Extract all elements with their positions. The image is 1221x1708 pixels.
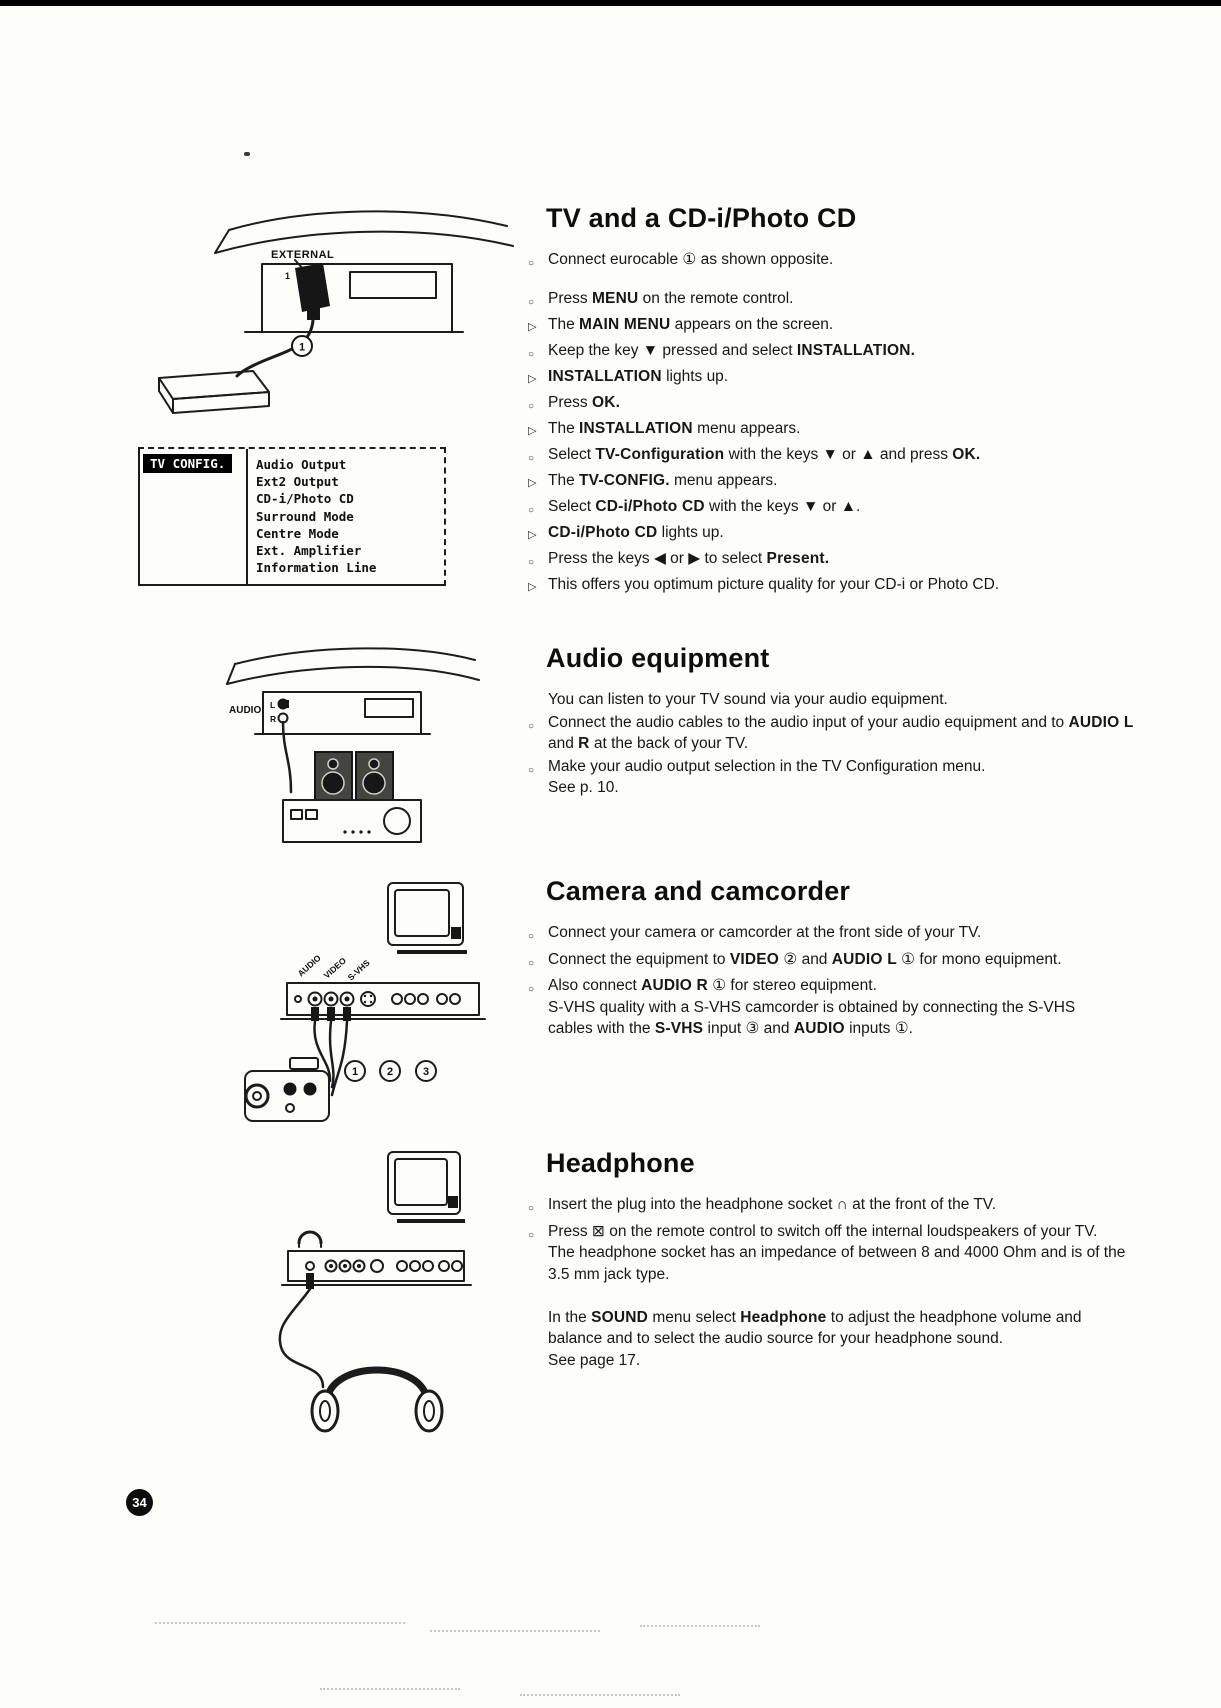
instruction-row — [528, 392, 1148, 418]
step-marker: ○ — [528, 258, 535, 269]
result-marker: ▷ — [528, 477, 537, 489]
instruction-row — [528, 1194, 1133, 1220]
page-number-badge: 34 — [126, 1489, 153, 1516]
instruction-text: The INSTALLATION menu appears. — [548, 420, 801, 437]
tv-scart-illustration — [145, 198, 517, 443]
section-title: Camera and camcorder — [546, 876, 851, 906]
step-marker: ○ — [528, 984, 535, 995]
step-marker: ○ — [528, 296, 535, 308]
menu-divider — [246, 449, 248, 584]
result-marker: ▷ — [528, 581, 537, 593]
number-3: 3 — [422, 1066, 430, 1078]
instruction-text: Select TV-Configuration with the keys ▼ or ▲ and press OK. — [548, 445, 981, 463]
menu-item: Surround Mode — [256, 508, 354, 524]
step-marker: ○ — [528, 556, 535, 568]
menu-item: CD-i/Photo CD — [256, 491, 354, 507]
menu-item: Ext. Amplifier — [256, 543, 362, 559]
audio-equipment-illustration — [225, 640, 487, 855]
section-tv-cdi — [528, 203, 1148, 600]
tv-front-outline — [388, 1152, 465, 1221]
result-marker: ▷ — [528, 425, 537, 437]
step-marker: ○ — [528, 400, 535, 412]
menu-title: TV CONFIG. — [143, 454, 232, 473]
menu-item-list — [256, 456, 376, 576]
tv-config-menu — [138, 447, 446, 586]
instruction-text: Make your audio output selection in the TV Configuration menu. See p. 10. — [548, 757, 986, 796]
left-channel-label: L — [270, 700, 276, 710]
step-marker: ○ — [528, 931, 535, 942]
instruction-text: Insert the plug into the headphone socket ∩ at the front of the TV. — [548, 1196, 997, 1213]
audio-cable — [283, 722, 291, 792]
step-marker: ○ — [528, 1203, 535, 1214]
instruction-list — [528, 1194, 1133, 1371]
instruction-text: This offers you optimum picture quality for your CD-i or Photo CD. — [548, 576, 1000, 593]
speakers — [315, 752, 393, 800]
audio-plug — [279, 700, 289, 708]
step-marker: ○ — [528, 764, 535, 776]
result-marker: ▷ — [528, 321, 537, 333]
external-label: EXTERNAL — [271, 249, 335, 261]
instruction-text: Connect eurocable ① as shown opposite. — [548, 251, 834, 268]
instruction-text: Connect the audio cables to the audio input of your audio equipment and to AUDIO L and R at the back of your TV. — [548, 713, 1134, 752]
section-camera — [528, 876, 1083, 1041]
cable-number: 1 — [298, 341, 306, 354]
instruction-row — [528, 366, 1148, 391]
no-marker — [528, 689, 548, 711]
instruction-row — [528, 249, 1148, 275]
section-headphone — [528, 1148, 1133, 1372]
headphone-socket-icon — [299, 1232, 321, 1243]
right-channel-label: R — [270, 714, 277, 724]
scart-cable-boot — [307, 306, 320, 320]
headphone-plug — [306, 1273, 314, 1289]
instruction-text: CD-i/Photo CD lights up. — [548, 524, 724, 541]
scan-artifact — [520, 1694, 680, 1696]
headphone-cable — [280, 1289, 323, 1387]
audio-label: AUDIO — [295, 952, 323, 979]
plugs-and-cables — [311, 1007, 351, 1095]
number-2: 2 — [386, 1066, 394, 1078]
video-label: VIDEO — [321, 955, 348, 981]
instruction-row — [528, 314, 1148, 339]
instruction-text: INSTALLATION lights up. — [548, 368, 729, 385]
instruction-row — [528, 1221, 1133, 1372]
result-marker: ▷ — [528, 529, 537, 541]
instruction-row — [528, 522, 1148, 547]
instruction-text: The MAIN MENU appears on the screen. — [548, 316, 834, 333]
scan-artifact — [640, 1625, 760, 1627]
tv-back-outline — [215, 211, 513, 332]
instruction-row — [528, 975, 1083, 1040]
audio-label: AUDIO — [229, 705, 262, 716]
instruction-text: Select CD-i/Photo CD with the keys ▼ or ▲. — [548, 497, 861, 515]
step-marker: ○ — [528, 957, 535, 969]
svhs-jack — [361, 992, 375, 1006]
instruction-text: Connect your camera or camcorder at the front side of your TV. — [548, 924, 982, 941]
instruction-list — [528, 249, 1148, 599]
section-title: TV and a CD-i/Photo CD — [546, 203, 857, 233]
section-title: Audio equipment — [546, 643, 770, 673]
scan-artifact — [430, 1630, 600, 1632]
amplifier — [283, 800, 421, 842]
step-marker: ○ — [528, 720, 535, 732]
menu-item: Audio Output — [256, 457, 347, 472]
menu-item: Information Line — [256, 560, 377, 576]
headphone-illustration — [265, 1145, 497, 1445]
scan-artifact — [244, 152, 250, 156]
instruction-row — [528, 756, 1148, 799]
instruction-row — [528, 444, 1148, 470]
instruction-list — [528, 922, 1083, 1040]
scan-artifact — [155, 1622, 405, 1624]
step-marker: ○ — [528, 504, 535, 516]
instruction-text: Connect the equipment to VIDEO ② and AUDIO L ① for mono equipment. — [548, 950, 1062, 968]
result-marker: ▷ — [528, 373, 537, 385]
connection-numbers — [345, 1061, 436, 1081]
svhs-label: S-VHS — [345, 957, 372, 983]
camcorder — [245, 1058, 329, 1121]
instruction-text: You can listen to your TV sound via your audio equipment. — [548, 691, 948, 708]
instruction-text: Press MENU on the remote control. — [548, 289, 794, 307]
instruction-text: Press OK. — [548, 393, 621, 411]
number-1: 1 — [351, 1066, 359, 1078]
instruction-text: Keep the key ▼ pressed and select INSTALLATION. — [548, 341, 916, 359]
instruction-row — [528, 470, 1148, 495]
menu-item: Ext2 Output — [256, 474, 339, 490]
instruction-row — [528, 548, 1148, 574]
instruction-row — [528, 712, 1148, 755]
section-title: Headphone — [546, 1148, 695, 1178]
instruction-text: The TV-CONFIG. menu appears. — [548, 472, 778, 489]
step-marker: ○ — [528, 452, 535, 464]
camera-camcorder-illustration — [235, 875, 497, 1143]
instruction-row — [528, 574, 1148, 599]
instruction-text: Press ⊠ on the remote control to switch off the internal loudspeakers of your TV. The headphone socket has an impedance of between 8 and 4000 Ohm and is of the 3.5 mm jack type. In the SOUND menu select Headphone to adjust the headphone volume and balance and to select the audio source for your headphone sound. See page 17. — [548, 1222, 1126, 1369]
tv-front-outline — [388, 883, 467, 952]
instruction-row — [528, 496, 1148, 522]
instruction-row — [528, 340, 1148, 366]
instruction-row — [528, 689, 1148, 711]
menu-item: Centre Mode — [256, 525, 339, 541]
instruction-row — [528, 949, 1083, 975]
step-marker: ○ — [528, 348, 535, 360]
scan-edge — [0, 0, 1221, 6]
section-audio — [528, 643, 1148, 800]
step-marker: ○ — [528, 1229, 535, 1241]
tv-back-outline — [227, 648, 479, 734]
instruction-row — [528, 288, 1148, 314]
headphones — [312, 1370, 442, 1431]
cable-number-badge — [292, 336, 312, 356]
scart-plug — [295, 263, 330, 312]
instruction-text: Press the keys ◀ or ▶ to select Present. — [548, 549, 830, 567]
cdi-player — [159, 371, 269, 413]
scan-artifact — [320, 1688, 460, 1690]
instruction-row — [528, 418, 1148, 443]
socket-number: 1 — [285, 271, 291, 281]
instruction-row — [528, 922, 1083, 948]
instruction-list — [528, 689, 1148, 799]
instruction-text: Also connect AUDIO R ① for stereo equipment. S-VHS quality with a S-VHS camcorder is obtained by connecting the S-VHS cables with the S-VHS input ③ and AUDIO inputs ①. — [548, 977, 1076, 1037]
